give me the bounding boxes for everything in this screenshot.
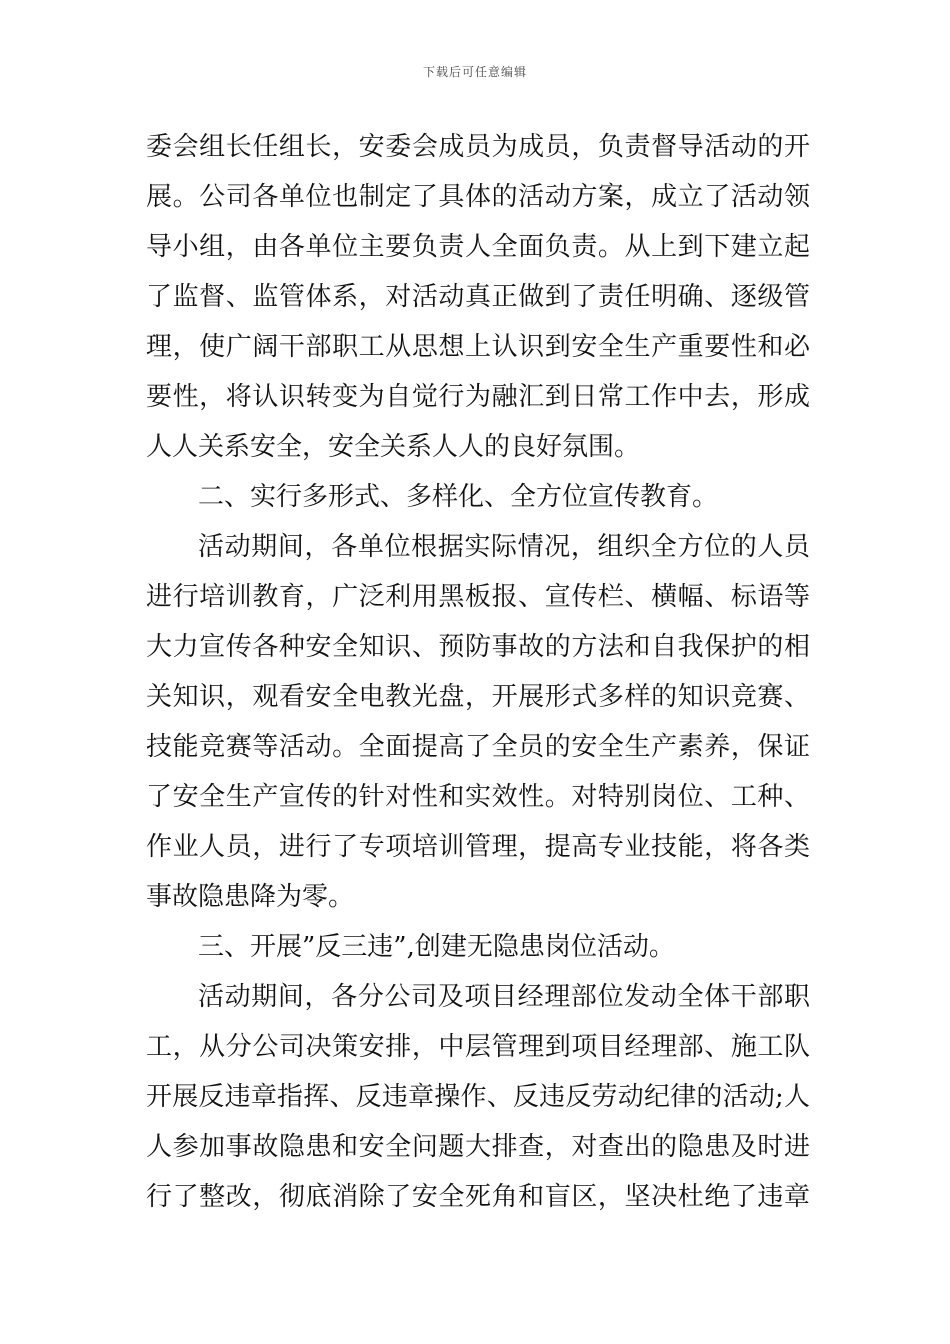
text-line: 了监督、监管体系，对活动真正做到了责任明确、逐级管 [146, 282, 810, 312]
text-line: 了安全生产宣传的针对性和实效性。对特别岗位、工种、 [146, 782, 810, 812]
page-header: 下载后可任意编辑 [422, 65, 527, 79]
text-line: 行了整改，彻底消除了安全死角和盲区，坚决杜绝了违章 [146, 1182, 810, 1212]
text-line: 要性，将认识转变为自觉行为融汇到日常工作中去，形成 [146, 382, 810, 412]
body-text [146, 122, 810, 1222]
section-heading: 三、开展”反三违”,创建无隐患岗位活动。 [198, 932, 675, 962]
text-line: 导小组，由各单位主要负责人全面负责。从上到下建立起 [146, 232, 810, 262]
text-line: 人人关系安全，安全关系人人的良好氛围。 [146, 432, 641, 462]
text-line: 作业人员，进行了专项培训管理，提高专业技能，将各类 [146, 832, 810, 862]
text-line: 事故隐患降为零。 [146, 882, 355, 912]
text-line: 工，从分公司决策安排，中层管理到项目经理部、施工队 [146, 1032, 810, 1062]
text-line: 委会组长任组长，安委会成员为成员，负责督导活动的开 [146, 132, 810, 162]
section-heading: 二、实行多形式、多样化、全方位宣传教育。 [198, 482, 719, 512]
text-line: 人参加事故隐患和安全问题大排查，对查出的隐患及时进 [146, 1132, 810, 1162]
text-line: 开展反违章指挥、反违章操作、反违反劳动纪律的活动;人 [146, 1082, 810, 1112]
paragraph-first-line: 活动期间，各单位根据实际情况，组织全方位的人员 [198, 532, 810, 562]
text-line: 技能竞赛等活动。全面提高了全员的安全生产素养，保证 [146, 732, 810, 762]
paragraph-first-line: 活动期间，各分公司及项目经理部位发动全体干部职 [198, 982, 810, 1012]
text-line: 展。公司各单位也制定了具体的活动方案，成立了活动领 [146, 182, 810, 212]
text-line: 大力宣传各种安全知识、预防事故的方法和自我保护的相 [146, 632, 810, 662]
text-line: 进行培训教育，广泛利用黑板报、宣传栏、横幅、标语等 [146, 582, 810, 612]
text-line: 关知识，观看安全电教光盘，开展形式多样的知识竞赛、 [146, 682, 810, 712]
text-line: 理，使广阔干部职工从思想上认识到安全生产重要性和必 [146, 332, 810, 362]
